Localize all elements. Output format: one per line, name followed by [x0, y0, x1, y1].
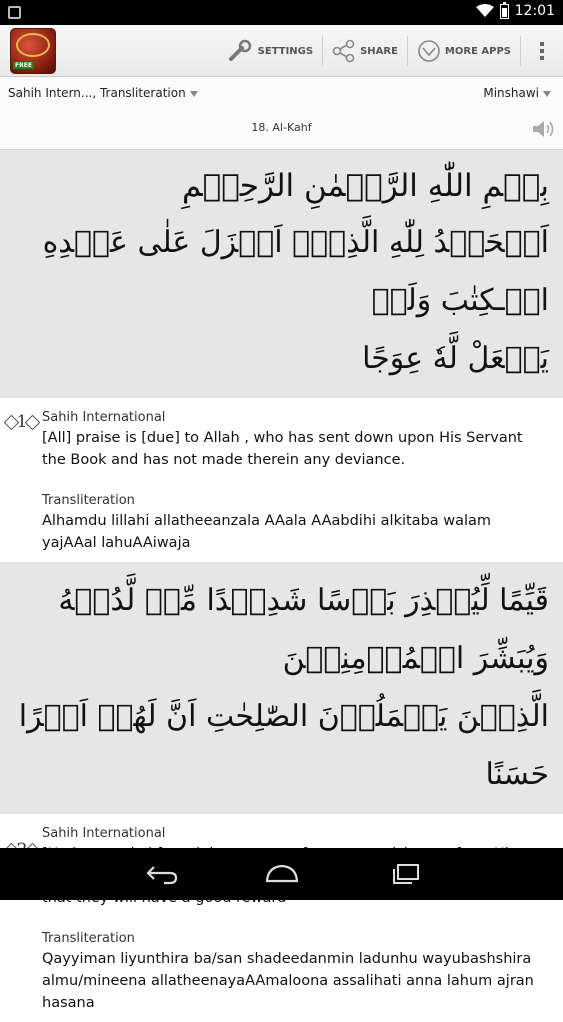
- verse-2-arabic-line: قَيِّمًا لِّيُنۡذِرَ بَاۡسًا شَدِيۡدًا مِّنۡ لَّدُنۡهُ وَيُبَشِّرَ الۡمُؤۡمِنِيۡنَ: [58, 583, 549, 676]
- recent-apps-icon[interactable]: [384, 861, 424, 887]
- navigation-bar: [0, 848, 563, 900]
- wrench-icon: [228, 40, 254, 62]
- verse-2-arabic-block: [0, 562, 563, 814]
- surah-title: 18. Al-Kahf: [251, 121, 312, 134]
- share-icon: [332, 39, 356, 63]
- translation-text: [All] praise is [due] to Allah , who has sent down upon His Servant the Book and has not made therein any deviance.: [42, 430, 523, 468]
- transliteration-label: Transliteration: [42, 931, 135, 946]
- bismillah-block: [0, 150, 563, 398]
- transliteration-text: Alhamdu lillahi allatheeanzala AAala AAabdihi alkitaba walam yajAAal lahuAAiwaja: [42, 513, 492, 551]
- share-label: SHARE: [360, 45, 398, 57]
- home-icon[interactable]: [262, 861, 302, 887]
- more-apps-label: MORE APPS: [444, 45, 511, 57]
- app-icon[interactable]: [10, 28, 56, 74]
- wifi-icon: [476, 4, 494, 18]
- share-button[interactable]: [323, 25, 407, 77]
- transliteration-label: Transliteration: [42, 493, 135, 508]
- action-bar: [0, 25, 563, 77]
- overflow-dot: [540, 49, 544, 53]
- speaker-icon[interactable]: [531, 119, 557, 139]
- overflow-dot: [540, 56, 544, 60]
- translation-spinner[interactable]: [8, 86, 198, 100]
- back-icon[interactable]: [142, 861, 182, 887]
- verse-list[interactable]: [0, 150, 563, 1011]
- verse-2-arabic-line: الَّذِيۡنَ يَعۡمَلُوۡنَ الصّٰلِحٰتِ اَنَّ لَهُمۡ اَجۡرًا حَسَنًا: [18, 699, 549, 792]
- transliteration-text: Qayyiman liyunthira ba/san shadeedanmin ladunhu wayubashshira almu/mineena allatheenayaAAmaloona assalihati anna lahum ajran hasana: [42, 951, 534, 1011]
- selector-bar: [0, 77, 563, 150]
- notification-icon: [8, 6, 21, 19]
- settings-label: SETTINGS: [257, 45, 314, 57]
- dropdown-caret-icon: [543, 91, 551, 97]
- verse-1-arabic-line: يَجۡعَلْ لَّهٗ عِوَجًا: [362, 341, 549, 376]
- bismillah-text: بِسۡمِ اللّٰهِ الرَّحۡمٰنِ الرَّحِيۡمِ: [181, 168, 549, 204]
- reciter-spinner[interactable]: [483, 86, 551, 100]
- clock: 12:01: [514, 3, 555, 19]
- translation-label: Sahih International: [42, 410, 166, 425]
- verse-number-badge: 1: [5, 410, 39, 434]
- more-apps-icon: [417, 39, 441, 63]
- settings-button[interactable]: [219, 25, 322, 77]
- battery-icon: [500, 4, 509, 19]
- app-icon-badge: FREE: [15, 62, 32, 69]
- status-bar: [0, 0, 563, 25]
- overflow-menu-button[interactable]: [521, 42, 563, 60]
- verse-1-translation-block[interactable]: [0, 398, 563, 562]
- more-apps-button[interactable]: [408, 25, 520, 77]
- dropdown-caret-icon: [190, 91, 198, 97]
- overflow-dot: [540, 42, 544, 46]
- translation-spinner-label: Sahih Intern..., Transliteration: [8, 86, 186, 100]
- app-icon-emblem: [16, 33, 50, 57]
- verse-2-translation-block[interactable]: [0, 814, 563, 1022]
- verse-1-arabic-line: اَلۡحَمۡدُ لِلّٰهِ الَّذِىۡۤ اَنۡزَلَ عَلٰى عَبۡدِهِ الۡـكِتٰبَ وَلَمۡ: [42, 225, 549, 318]
- reciter-spinner-label: Minshawi: [483, 86, 539, 100]
- translation-label: Sahih International: [42, 826, 166, 841]
